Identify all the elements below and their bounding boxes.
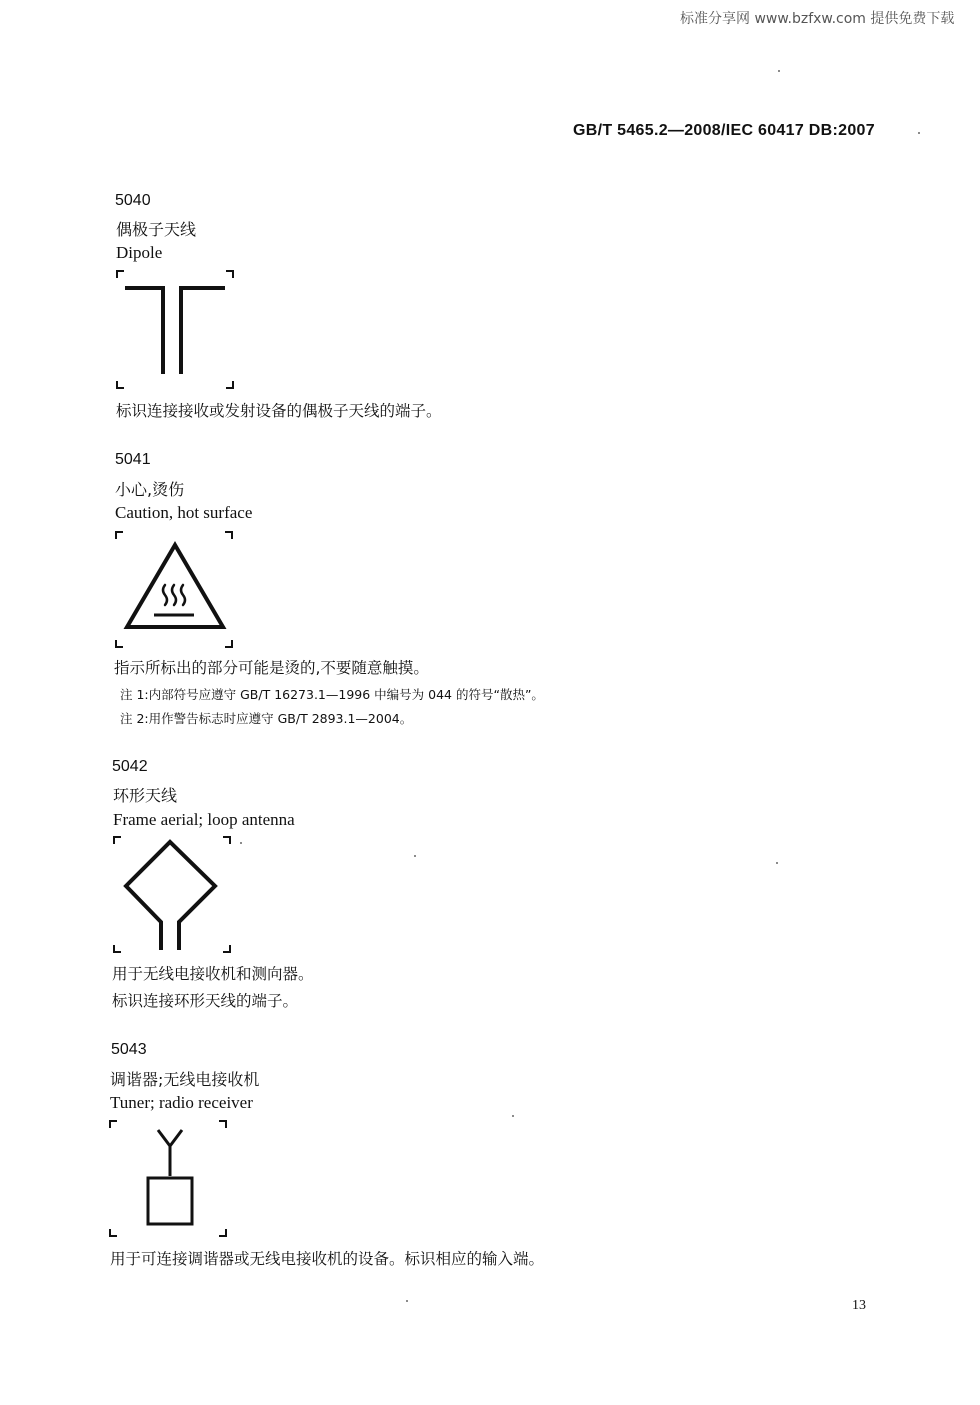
scan-speck [414,855,416,857]
entry-description: 用于可连接调谐器或无线电接收机的设备。标识相应的输入端。 [110,1250,545,1268]
entry-title-en: Caution, hot surface [115,503,253,522]
scan-speck [512,1115,514,1117]
entry-title-zh: 偶极子天线 [116,220,197,239]
entry-title-en: Frame aerial; loop antenna [113,810,295,829]
loop-antenna-icon [112,834,234,956]
page-number: 13 [852,1298,866,1313]
entry-description: 标识连接环形天线的端子。 [112,992,299,1010]
scan-speck [240,842,242,844]
entry-number: 5040 [115,192,151,209]
entry-title-zh: 环形天线 [113,786,178,805]
entry-description: 标识连接接收或发射设备的偶极子天线的端子。 [116,402,442,420]
entry-title-en: Dipole [116,243,163,262]
entry-note: 注 1:内部符号应遵守 GB/T 16273.1—1996 中编号为 044 的符号“散热”。 [120,687,544,702]
entry-title-zh: 调谐器;无线电接收机 [110,1070,260,1089]
hot-surface-warning-icon [114,529,236,651]
entry-note: 注 2:用作警告标志时应遵守 GB/T 2893.1—2004。 [120,711,413,726]
dipole-antenna-icon [115,268,237,392]
entry-description: 用于无线电接收机和测向器。 [112,965,314,983]
watermark: 标准分享网 www.bzfxw.com 提供免费下载 [680,11,955,27]
entry-number: 5042 [112,758,148,775]
tuner-radio-receiver-icon [108,1118,230,1240]
entry-title-zh: 小心,烫伤 [115,480,185,499]
scan-speck [776,862,778,864]
scan-speck [918,132,920,134]
scan-speck [778,70,780,72]
standard-number: GB/T 5465.2—2008/IEC 60417 DB:2007 [573,122,875,139]
scan-speck [406,1300,408,1302]
entry-number: 5043 [111,1041,147,1058]
entry-description: 指示所标出的部分可能是烫的,不要随意触摸。 [114,659,429,677]
entry-number: 5041 [115,451,151,468]
entry-title-en: Tuner; radio receiver [110,1093,253,1112]
